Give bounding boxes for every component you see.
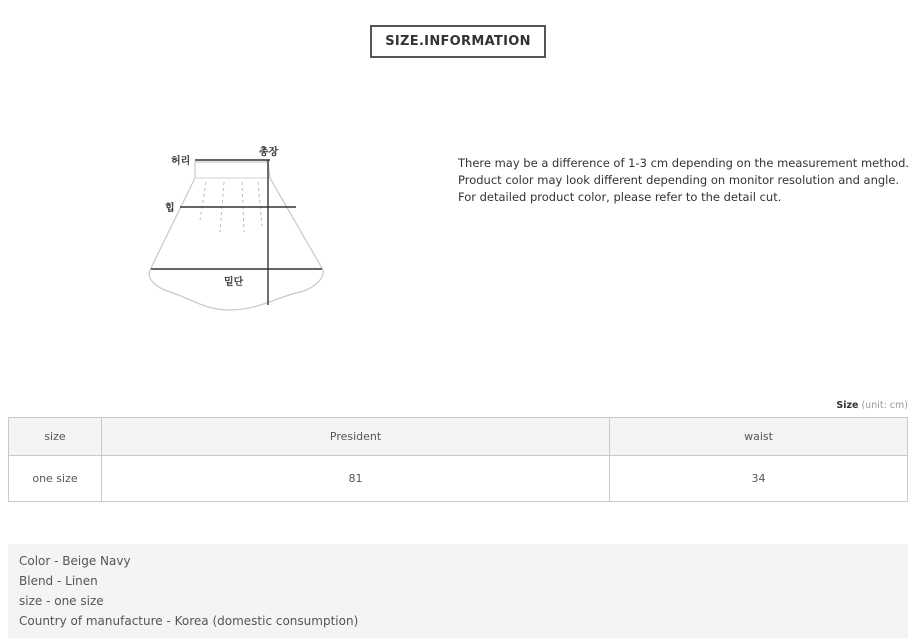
skirt-measurement-diagram xyxy=(140,140,340,320)
length-label: 총장 xyxy=(259,147,279,158)
table-header-row xyxy=(9,418,908,456)
table-cell: one size xyxy=(9,456,102,502)
size-unit-label xyxy=(836,400,908,411)
page-title: SIZE.INFORMATION xyxy=(370,25,546,58)
product-info-line: size - one size xyxy=(19,594,104,608)
table-cell: 81 xyxy=(102,456,610,502)
table-header-cell: size xyxy=(9,418,102,456)
table-cell: 34 xyxy=(610,456,908,502)
measurement-notes xyxy=(458,155,909,206)
product-info-box xyxy=(8,544,908,638)
note-line: Product color may look different depending on monitor resolution and angle. xyxy=(458,173,900,187)
hip-label: 힙 xyxy=(165,203,175,214)
size-table xyxy=(8,417,908,502)
note-line: There may be a difference of 1-3 cm depending on the measurement method. xyxy=(458,156,910,170)
size-label: Size xyxy=(836,400,859,411)
product-info-line: Blend - Linen xyxy=(19,574,98,588)
unit-text: (unit: cm) xyxy=(861,400,908,411)
table-header-cell: waist xyxy=(610,418,908,456)
table-header-cell: President xyxy=(102,418,610,456)
table-row xyxy=(9,456,908,502)
product-info-line: Country of manufacture - Korea (domestic consumption) xyxy=(19,614,359,628)
waist-label: 허리 xyxy=(171,156,191,167)
note-line: For detailed product color, please refer to the detail cut. xyxy=(458,190,782,204)
hem-label: 밑단 xyxy=(224,277,244,288)
product-info-line: Color - Beige Navy xyxy=(19,554,131,568)
